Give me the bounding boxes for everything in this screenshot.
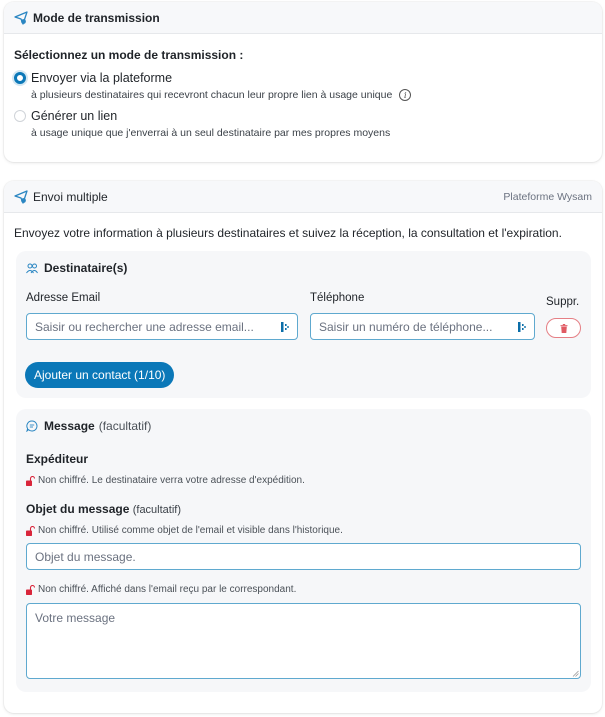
subject-input[interactable] (26, 543, 581, 570)
subject-note (26, 525, 343, 536)
contacts-picker-icon[interactable] (281, 321, 289, 333)
transmission-mode-header (4, 2, 602, 34)
sender-note (26, 475, 305, 486)
body-note (26, 584, 296, 595)
message-textarea[interactable] (26, 603, 581, 679)
unlock-icon (26, 585, 35, 595)
platform-name: Plateforme Wysam (503, 190, 592, 203)
unlock-icon (26, 476, 35, 486)
transmission-mode-card (4, 2, 602, 162)
multiple-send-intro: Envoyez votre information à plusieurs destinataires et suivez la réception, la consultation et l'expiration. (14, 226, 562, 240)
send-icon (14, 11, 28, 25)
recipients-panel (16, 251, 591, 398)
option-link-description (31, 127, 592, 139)
add-contact-button[interactable]: Ajouter un contact (1/10) (25, 362, 174, 388)
unlock-icon (26, 526, 35, 536)
delete-label: Suppr. (546, 296, 580, 308)
sender-label: Expéditeur (26, 452, 89, 466)
radio-platform[interactable] (14, 72, 26, 84)
option-link-label[interactable]: Générer un lien (31, 109, 118, 123)
multiple-send-title: Envoi multiple (33, 189, 108, 204)
message-optional-text: (facultatif) (98, 419, 152, 433)
multiple-send-header (4, 181, 602, 213)
body-note-text: Non chiffré. Affiché dans l'email reçu par le correspondant. (38, 584, 297, 595)
message-placeholder: Votre message (35, 611, 116, 625)
contacts-picker-icon[interactable] (518, 321, 526, 333)
option-platform[interactable] (14, 71, 592, 85)
option-platform-label[interactable]: Envoyer via la plateforme (31, 71, 173, 85)
info-icon[interactable]: i (399, 89, 411, 101)
subject-placeholder: Objet du message. (35, 549, 136, 564)
resize-handle-icon[interactable] (572, 670, 579, 677)
phone-label: Téléphone (310, 292, 365, 304)
chat-icon (26, 420, 38, 432)
subject-optional-text: (facultatif) (132, 504, 182, 516)
recipients-title (26, 261, 127, 275)
email-placeholder: Saisir ou rechercher une adresse email... (35, 319, 254, 334)
transmission-mode-title: Mode de transmission (33, 10, 160, 25)
email-input[interactable] (26, 313, 298, 340)
subject-note-text: Non chiffré. Utilisé comme objet de l'email et visible dans l'historique. (38, 525, 343, 536)
recipients-title-text: Destinataire(s) (44, 261, 128, 275)
subject-label (26, 502, 181, 516)
message-panel (16, 409, 591, 692)
option-link-description-text: à usage unique que j'enverrai à un seul destinataire par mes propres moyens (31, 127, 391, 139)
send-icon (14, 190, 28, 204)
radio-link[interactable] (14, 110, 26, 122)
message-title (26, 419, 151, 433)
option-platform-description-text: à plusieurs destinataires qui recevront chacun leur propre lien à usage unique (31, 89, 393, 101)
transmission-question: Sélectionnez un mode de transmission : (14, 48, 244, 62)
subject-label-text: Objet du message (26, 502, 130, 516)
multiple-send-card (4, 181, 602, 713)
users-icon (26, 263, 38, 274)
option-link[interactable] (14, 109, 592, 123)
sender-note-text: Non chiffré. Le destinataire verra votre adresse d'expédition. (38, 475, 305, 486)
message-title-text: Message (44, 419, 95, 433)
trash-icon (560, 324, 568, 333)
option-platform-description (31, 89, 592, 101)
phone-input[interactable] (310, 313, 535, 340)
email-label: Adresse Email (26, 292, 101, 304)
delete-contact-button[interactable] (546, 318, 581, 338)
phone-placeholder: Saisir un numéro de téléphone... (319, 319, 493, 334)
